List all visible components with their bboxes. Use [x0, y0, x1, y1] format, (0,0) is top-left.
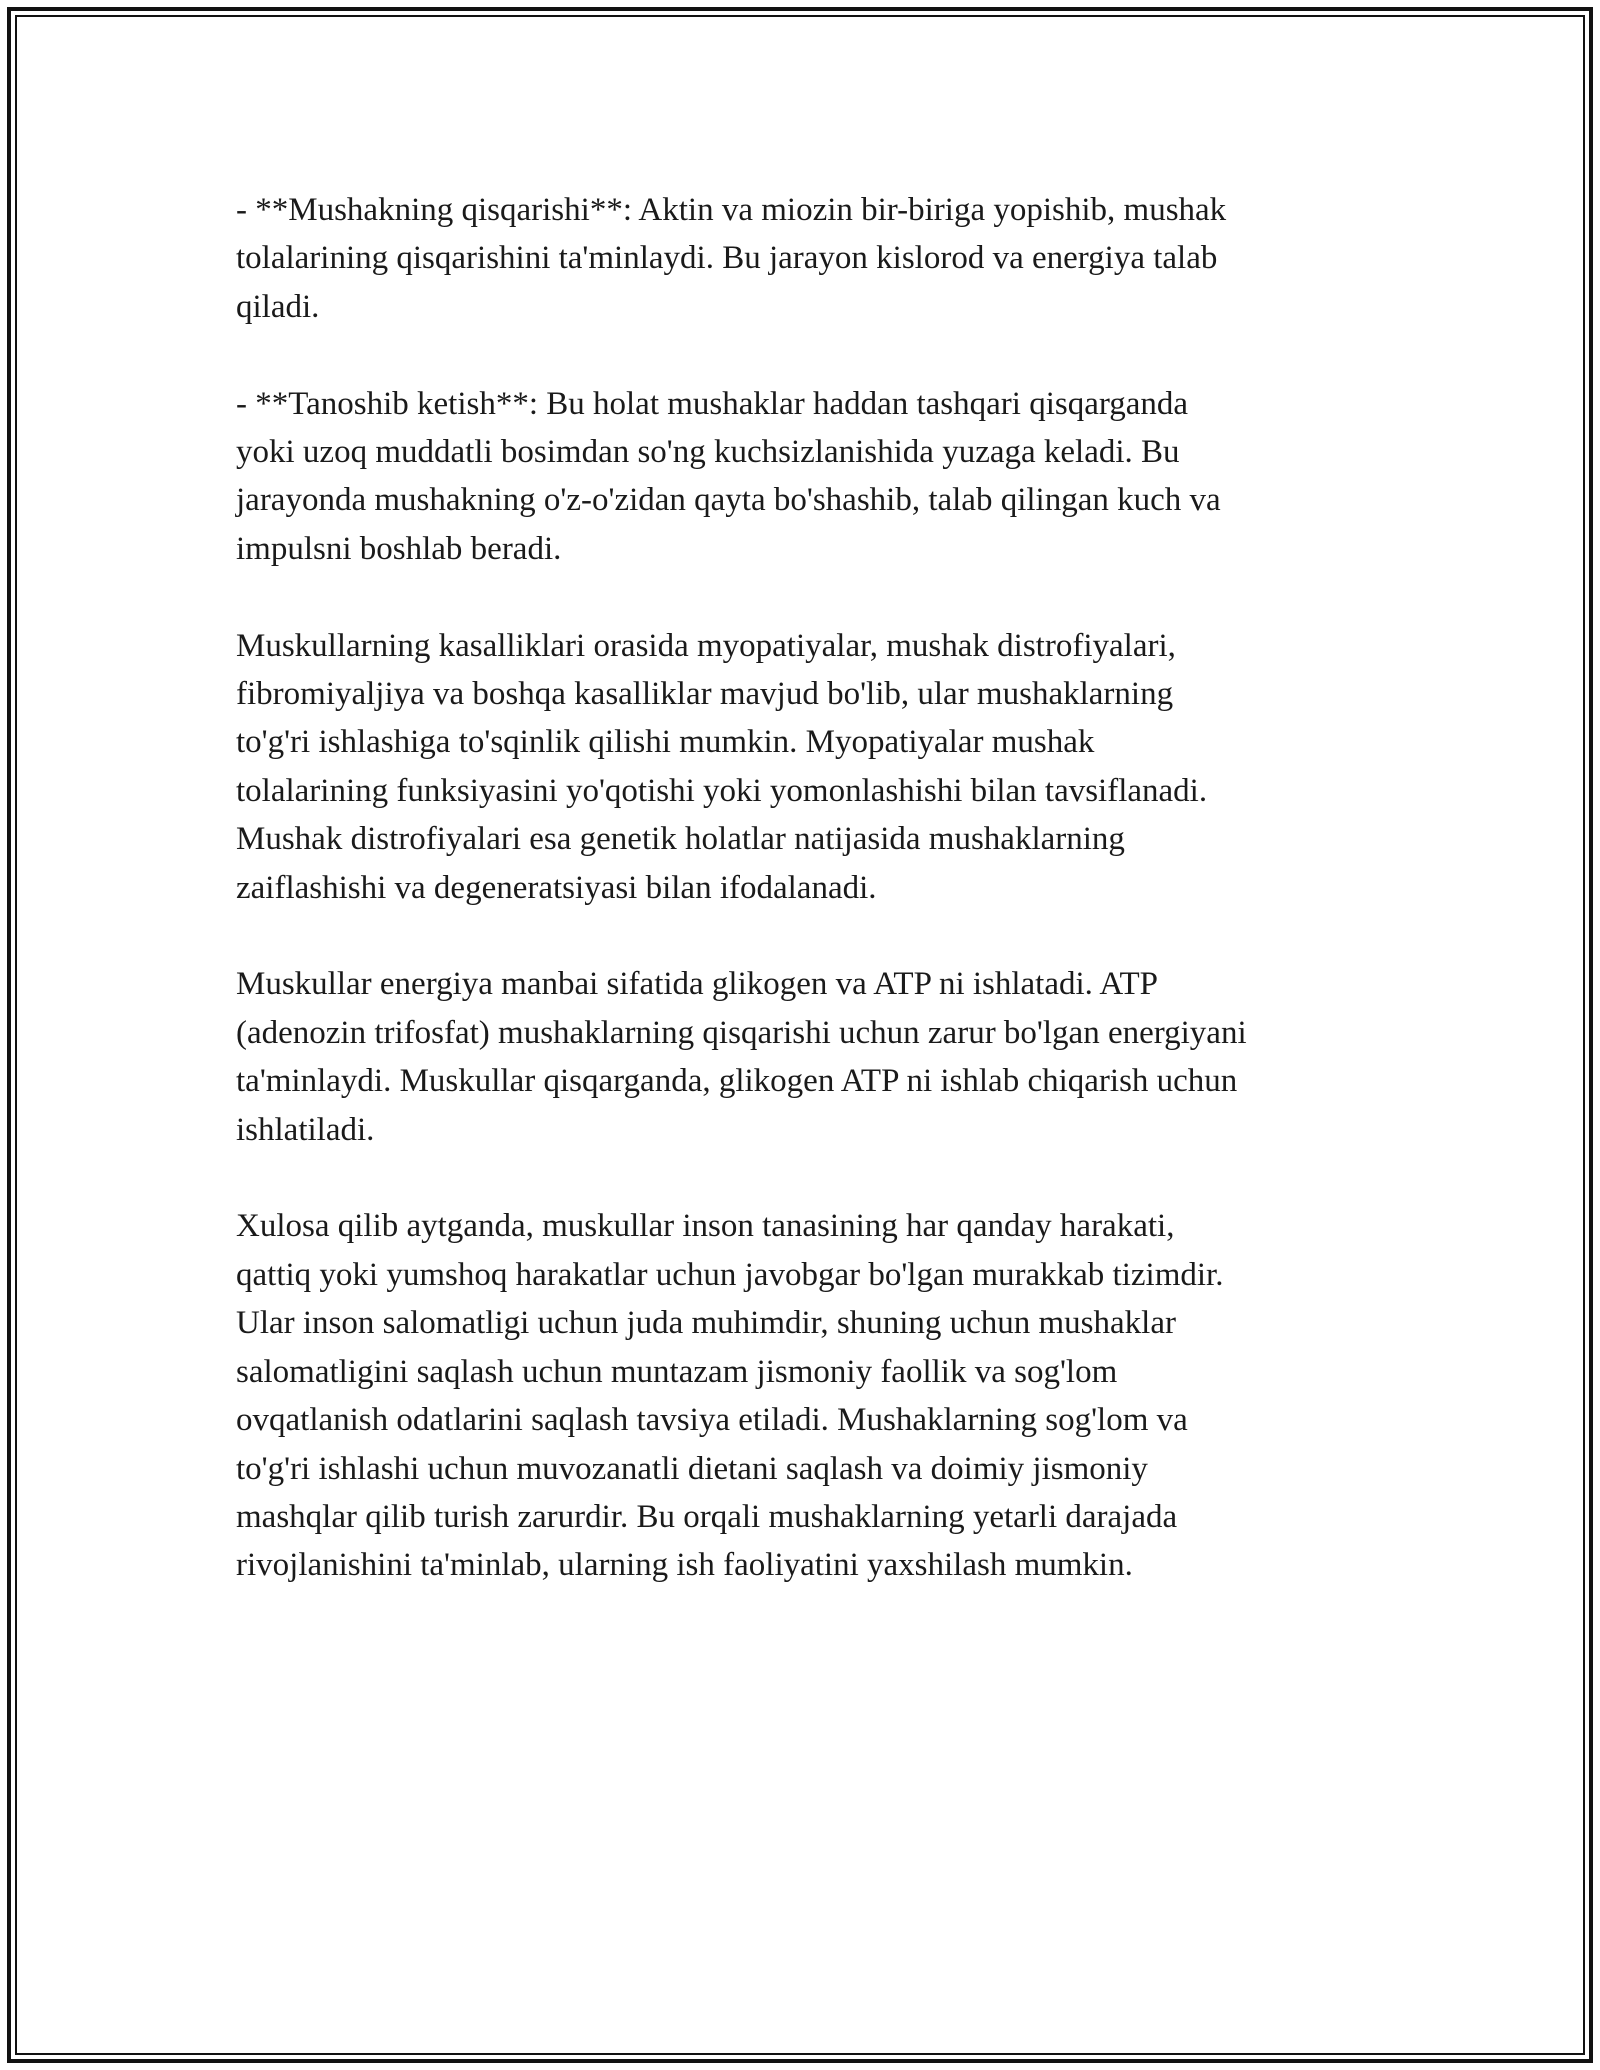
paragraph-muscle-energy: Muskullar energiya manbai sifatida glikogen va ATP ni ishlatadi. ATP (adenozin trifosfat) mushaklarning qisqarishi uchun zarur bo'lgan energiyani ta'minlaydi. Muskullar qisqarganda, glikogen ATP ni ishlab chiqarish uchun ishlatiladi.: [236, 966, 1247, 1148]
document-body: [236, 186, 1366, 1590]
paragraph-conclusion: Xulosa qilib aytganda, muskullar inson tanasining har qanday harakati, qattiq yoki yumshoq harakatlar uchun javobgar bo'lgan murakkab tizimdir. Ular inson salomatligi uchun juda muhimdir, shuning uchun mushaklar salomatligini saqlash uchun muntazam jismoniy faollik va sog'lom ovqatlanish odatlarini saqlash tavsiya etiladi. Mushaklarning sog'lom va to'g'ri ishlashi uchun muvozanatli dietani saqlash va doimiy jismoniy mashqlar qilib turish zarurdir. Bu orqali mushaklarning yetarli darajada rivojlanishini ta'minlab, ularning ish faoliyatini yaxshilash mumkin.: [236, 1208, 1224, 1584]
paragraph-cramp: - **Tanoshib ketish**: Bu holat mushaklar haddan tashqari qisqarganda yoki uzoq muddatli bosimdan so'ng kuchsizlanishida yuzaga keladi. Bu jarayonda mushakning o'z-o'zidan qayta bo'shashib, talab qilingan kuch va impulsni boshlab beradi.: [236, 385, 1221, 567]
paragraph-muscle-diseases: Muskullarning kasalliklari orasida myopatiyalar, mushak distrofiyalari, fibromiyaljiya va boshqa kasalliklar mavjud bo'lib, ular mushaklarning to'g'ri ishlashiga to'sqinlik qilishi mumkin. Myopatiyalar mushak tolalarining funksiyasini yo'qotishi yoki yomonlashishi bilan tavsiflanadi. Mushak distrofiyalari esa genetik holatlar natijasida mushaklarning zaiflashishi va degeneratsiyasi bilan ifodalanadi.: [236, 627, 1208, 906]
paragraph-muscle-contraction: - **Mushakning qisqarishi**: Aktin va miozin bir-biriga yopishib, mushak tolalarining qisqarishini ta'minlaydi. Bu jarayon kislorod va energiya talab qiladi.: [236, 192, 1227, 325]
